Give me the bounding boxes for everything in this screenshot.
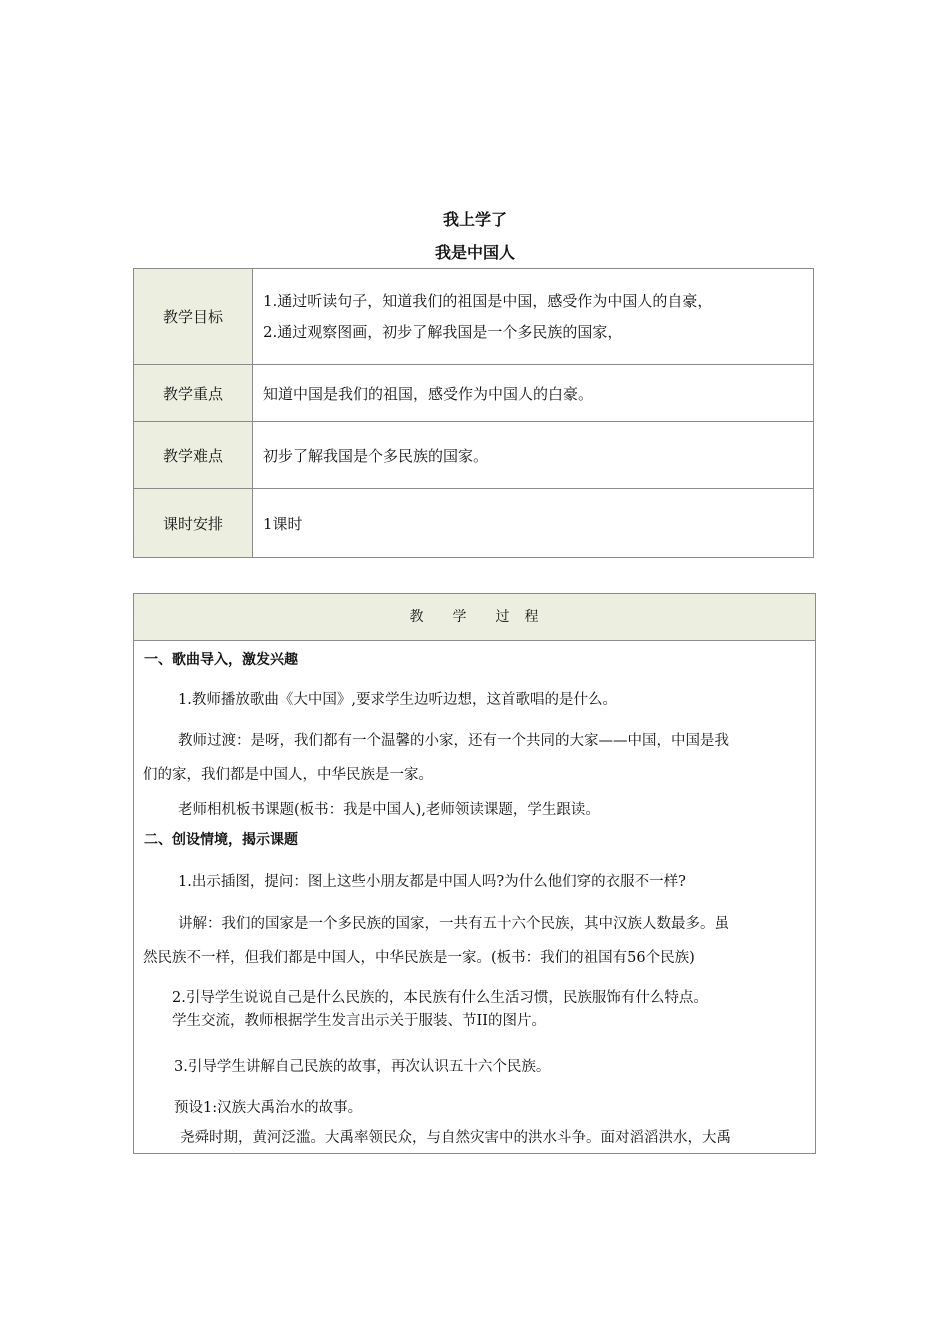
header-char: 程 — [524, 609, 540, 625]
goal-item: 1.通过听读句子，知道我们的祖国是中国，感受作为中国人的自豪， — [263, 291, 713, 310]
paragraph: 预设1:汉族大禹治水的故事。 — [174, 1100, 363, 1116]
paragraph: 尧舜时期，黄河泛滥。大禹率领民众，与自然灾害中的洪水斗争。面对滔滔洪水，大禹 — [180, 1130, 731, 1146]
lesson-title: 我是中国人 — [434, 243, 515, 262]
paragraph: 们的家，我们都是中国人，中华民族是一家。 — [143, 767, 433, 783]
difficulty-cell: 初步了解我国是个多民族的国家。 — [253, 422, 814, 489]
focus-label: 教学重点 — [134, 365, 253, 422]
difficulty-row — [134, 422, 814, 489]
schedule-label: 课时安排 — [134, 489, 253, 558]
difficulty-label: 教学难点 — [134, 422, 253, 489]
paragraph: 讲解：我们的国家是一个多民族的国家，一共有五十六个民族，其中汉族人数最多。虽 — [178, 916, 729, 932]
section-heading: 二、创设情境，揭示课题 — [144, 832, 298, 848]
header-char: 学 — [452, 609, 468, 625]
process-header — [134, 594, 815, 641]
focus-cell: 知道中国是我们的祖国，感受作为中国人的白豪。 — [253, 365, 814, 422]
goal-item: 2.通过观察图画，初步了解我国是一个多民族的国家， — [263, 322, 623, 341]
teaching-process-box — [133, 593, 816, 1154]
page-title: 我上学了 — [442, 210, 507, 229]
goals-cell — [253, 269, 814, 365]
paragraph: 1.出示插图，提问：图上这些小朋友都是中国人吗?为什么他们穿的衣服不一样? — [178, 874, 686, 890]
schedule-row — [134, 489, 814, 558]
paragraph: 学生交流，教师根据学生发言出示关于服装、节II的图片。 — [172, 1013, 546, 1029]
paragraph: 2.引导学生说说自己是什么民族的，本民族有什么生活习惯，民族服饰有什么特点。 — [172, 990, 708, 1006]
header-char: 教 — [409, 609, 425, 625]
paragraph: 然民族不一样，但我们都是中国人，中华民族是一家。(板书：我们的祖国有56个民族) — [143, 950, 695, 966]
focus-row — [134, 365, 814, 422]
header-char: 过 — [495, 609, 511, 625]
paragraph: 教师过渡：是呀，我们都有一个温馨的小家，还有一个共同的大家——中国，中国是我 — [178, 733, 729, 749]
lesson-info-table — [133, 268, 814, 558]
goals-row — [134, 269, 814, 365]
section-heading: 一、歌曲导入，激发兴趣 — [144, 652, 298, 668]
goals-label: 教学目标 — [134, 269, 253, 365]
paragraph: 老师相机板书课题(板书：我是中国人),老师领读课题，学生跟读。 — [178, 802, 600, 818]
paragraph: 3.引导学生讲解自己民族的故事，再次认识五十六个民族。 — [174, 1059, 551, 1075]
schedule-cell: 1课时 — [253, 489, 814, 558]
paragraph: 1.教师播放歌曲《大中国》,要求学生边听边想，这首歌唱的是什么。 — [178, 692, 617, 708]
